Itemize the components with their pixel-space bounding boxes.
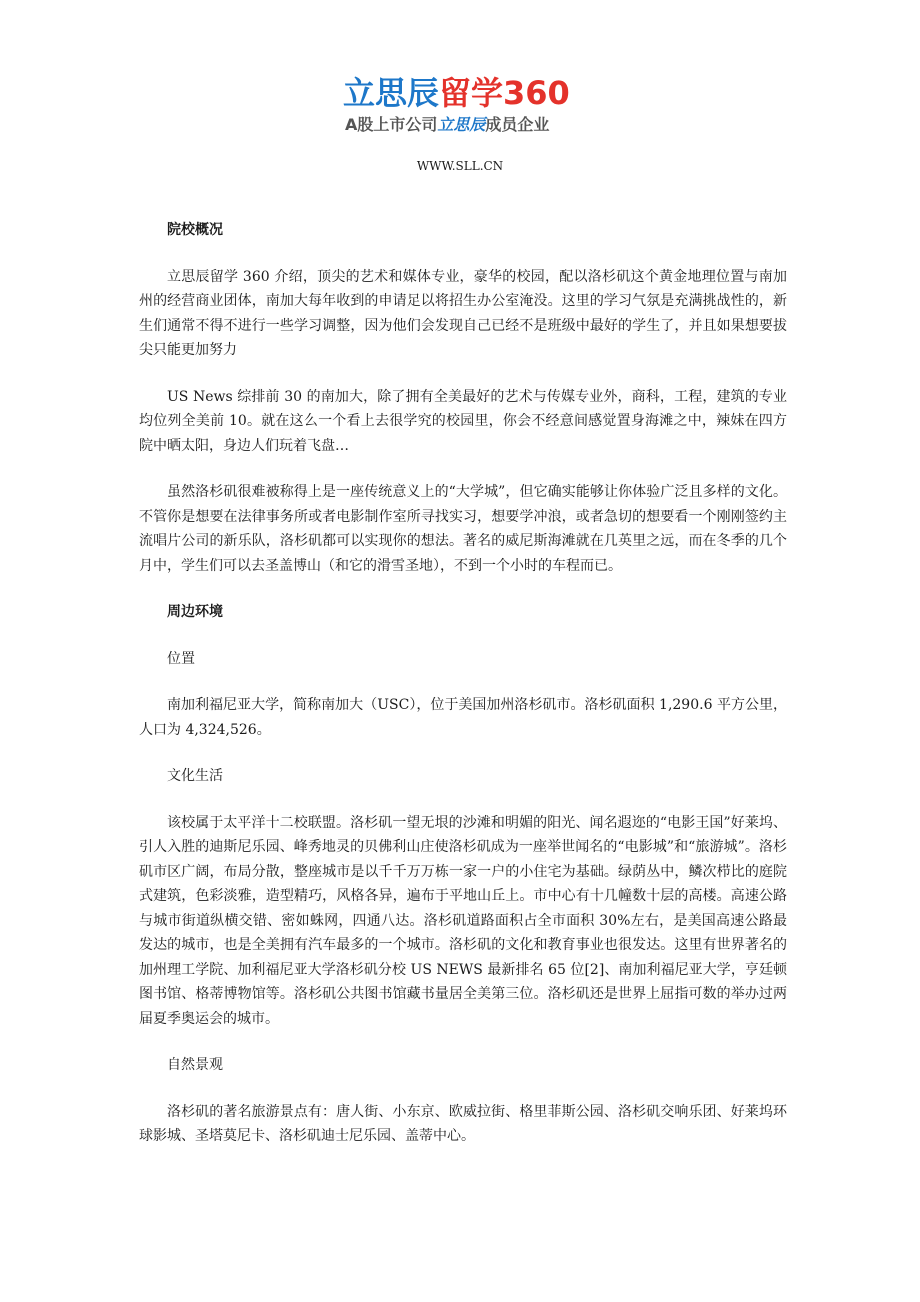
document-body [139,218,787,1149]
logo-title [343,74,579,112]
paragraph-culture: 虽然洛杉矶很难被称得上是一座传统意义上的“大学城”，但它确实能够让你体验广泛且多样的文化。不管你是想要在法律事务所或者电影制作室所寻找实习，想要学冲浪，或者急切的想要看一个刚刚签约主流唱片公司的新乐队，洛杉矶都可以实现你的想法。著名的威尼斯海滩就在几英里之远，而在冬季的几个月中，学生们可以去圣盖博山（和它的滑雪圣地），不到一个小时的车程而已。 [139,484,787,574]
logo-sub-brand: 立思辰 [437,115,486,134]
paragraph-attractions: 洛杉矶的著名旅游景点有：唐人街、小东京、欧威拉街、格里菲斯公园、洛杉矶交响乐团、好莱坞环球影城、圣塔莫尼卡、洛杉矶迪士尼乐园、盖蒂中心。 [139,1103,787,1144]
nature-heading: 自然景观 [167,1057,223,1073]
overview-heading: 院校概况 [167,222,223,238]
paragraph-intro: 立思辰留学 360 介绍，顶尖的艺术和媒体专业，豪华的校园，配以洛杉矶这个黄金地理位置与南加州的经营商业团体，南加大每年收到的申请足以将招生办公室淹没。这里的学习气氛是充满挑战性的，新生们通常不得不进行一些学习调整，因为他们会发现自己已经不是班级中最好的学生了，并且如果想要拔尖只能更加努力 [139,268,787,358]
logo-title-brand: 立思辰 [343,74,440,112]
logo-sub-suffix: 成员企业 [485,115,550,134]
logo [343,74,579,136]
paragraph-location: 南加利福尼亚大学，简称南加大（USC），位于美国加州洛杉矶市。洛杉矶面积 1,290.6 平方公里，人口为 4,324,526。 [139,697,787,738]
location-heading: 位置 [167,650,195,667]
logo-title-product: 留学360 [439,74,570,112]
logo-subtitle [343,114,579,136]
paragraph-usnews: US News 综排前 30 的南加大，除了拥有全美最好的艺术与传媒专业外，商科，工程，建筑的专业均位列全美前 10。就在这么一个看上去很学究的校园里，你会不经意间感觉置身海滩之中，辣妹在四方院中晒太阳，身边人们玩着飞盘… [139,388,787,454]
site-url: WWW.SLL.CN [416,159,504,173]
logo-sub-prefix: A股上市公司 [345,115,438,134]
culture-heading: 文化生活 [167,768,223,784]
environment-heading: 周边环境 [167,604,223,620]
paragraph-city-life: 该校属于太平洋十二校联盟。洛杉矶一望无垠的沙滩和明媚的阳光、闻名遐迩的“电影王国”好莱坞、引人入胜的迪斯尼乐园、峰秀地灵的贝佛利山庄使洛杉矶成为一座举世闻名的“电影城”和“旅游城”。洛杉矶市区广阔，布局分散，整座城市是以千千万万栋一家一户的小住宅为基础。绿荫丛中，鳞次栉比的庭院式建筑，色彩淡雅，造型精巧，风格各异，遍布于平地山丘上。市中心有十几幢数十层的高楼。高速公路与城市街道纵横交错、密如蛛网，四通八达。洛杉矶道路面积占全市面积 30%左右，是美国高速公路最发达的城市，也是全美拥有汽车最多的一个城市。洛杉矶的文化和教育事业也很发达。这里有世界著名的加州理工学院、加利福尼亚大学洛杉矶分校 US NEWS 最新排名 65 位[2]、南加利福尼亚大学，亨廷顿图书馆、格蒂博物馆等。洛杉矶公共图书馆藏书量居全美第三位。洛杉矶还是世界上屈指可数的举办过两届夏季奥运会的城市。 [139,814,787,1027]
